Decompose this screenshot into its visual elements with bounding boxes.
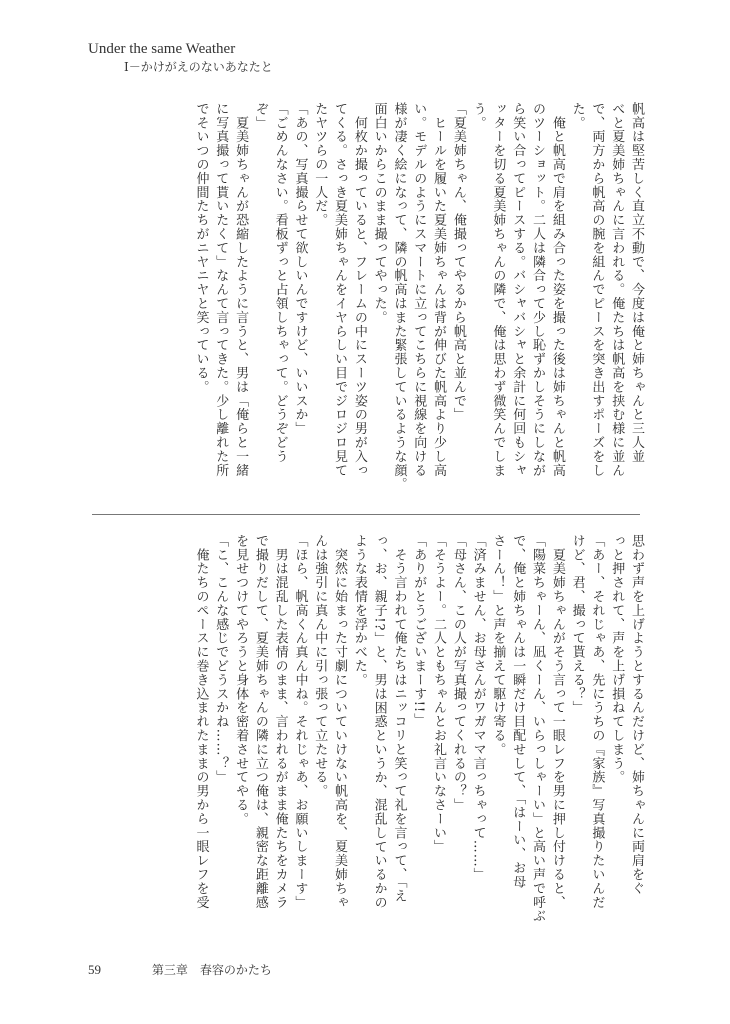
- text-line: 「陽菜ちゃーん、凪くーん、いらっしゃーい」と高い声で呼ぶ: [530, 534, 546, 924]
- text-line: っ、お、親子!?」と、男は困惑というか、混乱しているかの: [371, 534, 387, 910]
- text-line: に写真撮って貰いたくて」なんて言ってきた。少し離れた所: [213, 102, 229, 478]
- text-line: ヒールを履いた夏美姉ちゃんは背が伸びた帆高より少し高: [431, 102, 447, 478]
- text-line: 「済みません、お母さんがワガママ言っちゃって……」: [470, 534, 486, 882]
- text-line: そう言われて俺たちはニッコリと笑って礼を言って、「え: [391, 534, 407, 903]
- text-line: で、両方から帆高の腕を組んでピースを突き出すポーズをし: [589, 102, 605, 478]
- series-title: Under the same Weather: [88, 41, 236, 57]
- text-line: ッターを切る夏美姉ちゃんの隣で、俺は思わず微笑んでしま: [490, 102, 506, 478]
- top-text-block: [86, 102, 646, 502]
- text-line: 「そうよー。二人ともちゃんとお礼言いなさーい」: [431, 534, 447, 854]
- page-number: 59: [88, 962, 101, 977]
- running-footer: [88, 960, 488, 980]
- text-line: べと夏美姉ちゃんに言われる。俺たちは帆高を挟む様に並ん: [609, 102, 625, 478]
- text-line: 面白いからこのまま撮ってやった。: [371, 102, 387, 325]
- episode-title: Ⅰ－かけがえのないあなたと: [124, 60, 273, 74]
- text-line: で、俺と姉ちゃんは一瞬だけ目配せして、「はーい、お母: [510, 534, 526, 889]
- text-line: でそいつの仲間たちがニヤニヤと笑っている。: [193, 102, 209, 394]
- text-line: ぞ」: [252, 102, 268, 130]
- running-header: [88, 40, 488, 76]
- text-line: てくる。さっき夏美姉ちゃんをイヤらしい目でジロジロ見て: [332, 102, 348, 478]
- text-line: んは強引に真ん中に引っ張って立たせる。: [312, 534, 328, 799]
- text-line: けど、君、撮って貰える？」: [569, 534, 585, 715]
- chapter-title: 第三章 春容のかたち: [151, 963, 272, 977]
- text-line: 「こ、こんな感じでどうスかね……？」: [213, 534, 229, 785]
- bottom-text-block: [86, 534, 646, 934]
- text-line: 突然に始まった寸劇についていけない帆高を、夏美姉ちゃ: [332, 534, 348, 910]
- text-line: 「夏美姉ちゃん、俺撮ってやるから帆高と並んで」: [450, 102, 466, 422]
- text-line: 俺と帆高で肩を組み合った姿を撮った後は姉ちゃんと帆高: [549, 102, 565, 478]
- text-line: で撮りだして、夏美姉ちゃんの隣に立つ俺は、親密な距離感: [252, 534, 268, 910]
- text-line: を見せつけてやろうと身体を密着させてやる。: [233, 534, 249, 826]
- text-line: た。: [569, 102, 585, 130]
- text-line: 夏美姉ちゃんがそう言って一眼レフを男に押し付けると、: [549, 534, 565, 910]
- text-line: ら笑い合ってピースする。バシャバシャと余計に何回もシャ: [510, 102, 526, 478]
- text-line: たヤツらの一人だ。: [312, 102, 328, 228]
- text-line: 夏美姉ちゃんが恐縮したように言うと、男は「俺らと一緒: [233, 102, 249, 478]
- text-line: 「あの、写真撮らせて欲しいんですけど、いいスか」: [292, 102, 308, 436]
- text-line: 男は混乱した表情のまま、言われるがまま俺たちをカメラ: [272, 534, 288, 910]
- text-line: 様が凄く絵になって、隣の帆高はまた緊張しているような顔。: [391, 102, 407, 492]
- text-line: う。: [470, 102, 486, 130]
- text-line: ような表情を浮かべた。: [351, 534, 367, 687]
- section-divider: [92, 514, 640, 515]
- text-line: さーん！」と声を揃えて駆け寄る。: [490, 534, 506, 757]
- text-line: 「あー、それじゃあ、先にうちの『家族』写真撮りたいんだ: [589, 534, 605, 910]
- text-line: 「ごめんなさい。看板ずっと占領しちゃって。どうぞどう: [272, 102, 288, 464]
- text-line: 「ほら、帆高くん真ん中ね。それじゃあ、お願いしまーす」: [292, 534, 308, 910]
- text-line: 帆高は堅苦しく直立不動で、今度は俺と姉ちゃんと三人並: [629, 102, 644, 464]
- text-line: 「母さん、この人が写真撮ってくれるの？」: [450, 534, 466, 812]
- text-line: 思わず声を上げようとするんだけど、姉ちゃんに両肩をぐ: [629, 534, 644, 896]
- text-line: 俺たちのペースに巻き込まれたままの男から一眼レフを受: [193, 534, 209, 910]
- text-line: い。モデルのようにスマートに立ってこちらに視線を向ける: [411, 102, 427, 478]
- text-line: のツーショット。二人は隣合って少し恥ずかしそうにしなが: [530, 102, 546, 478]
- text-line: 何枚か撮っていると、フレームの中にスーツ姿の男が入っ: [351, 102, 367, 478]
- text-line: 「ありがとうございまーす!!」: [411, 534, 427, 727]
- text-line: っと押されて、声を上げ損ねてしまう。: [609, 534, 625, 785]
